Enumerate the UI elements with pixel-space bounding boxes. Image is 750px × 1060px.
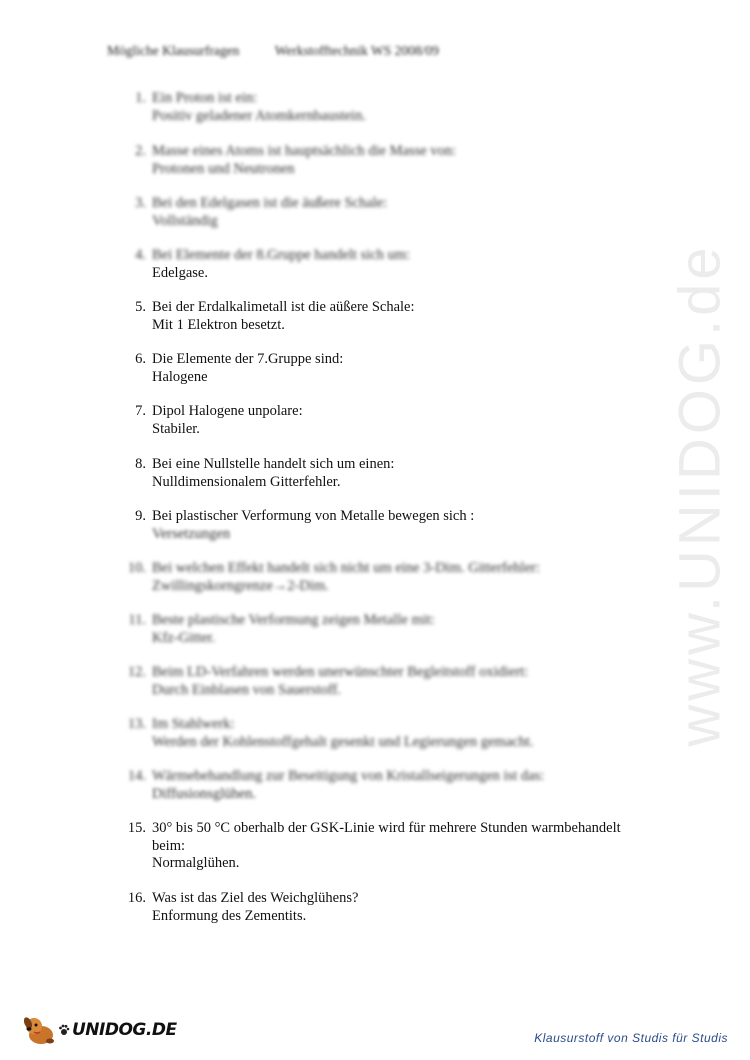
question-text: Die Elemente der 7.Gruppe sind:: [152, 351, 344, 367]
page-header: [107, 43, 439, 59]
question-number: 11.: [128, 612, 146, 628]
answer-text: Edelgase.: [152, 264, 208, 281]
watermark: www.UNIDOG.de: [667, 243, 733, 747]
unidog-logo: [22, 1013, 177, 1047]
question-number: 3.: [135, 195, 146, 211]
answer-text: Halogene: [152, 368, 208, 385]
paw-icon: [58, 1024, 70, 1036]
footer-tagline: Klausurstoff von Studis für Studis: [534, 1031, 728, 1045]
question-number: 8.: [135, 456, 146, 472]
question-number: 14.: [127, 768, 146, 784]
answer-text: Protonen und Neutronen: [152, 160, 295, 177]
question-text: Dipol Halogene unpolare:: [152, 403, 303, 419]
question-text: Bei der Erdalkalimetall ist die aüßere Schale:: [152, 299, 415, 315]
question-text: Masse eines Atoms ist hauptsächlich die Masse von:: [152, 143, 457, 159]
answer-text: Diffusionsglühen.: [152, 785, 257, 802]
question-number: 7.: [135, 403, 146, 419]
header-title: Mögliche Klausurfragen: [107, 43, 240, 58]
question-number: 4.: [135, 247, 146, 263]
logo-text: UNIDOG.DE: [72, 1020, 177, 1040]
answer-text: Enformung des Zementits.: [152, 907, 307, 924]
question-number: 10.: [127, 560, 146, 576]
answer-text: Durch Einblasen von Sauerstoff.: [152, 681, 341, 698]
question-number: 16.: [127, 890, 146, 906]
question-number: 13.: [127, 716, 146, 732]
answer-text: Positiv geladener Atomkernbaustein.: [152, 107, 366, 124]
question-text: Beim LD-Verfahren werden unerwünschter Begleitstoff oxidiert:: [152, 664, 529, 680]
question-text: Ein Proton ist ein:: [152, 90, 258, 106]
question-number: 15.: [127, 820, 146, 836]
question-number: 6.: [135, 351, 146, 367]
answer-text: Mit 1 Elektron besetzt.: [152, 316, 285, 333]
question-text: Wärmebehandlung zur Beseitigung von Kristallseigerungen ist das:: [152, 768, 545, 784]
question-number: 12.: [127, 664, 146, 680]
question-text: Bei plastischer Verformung von Metalle bewegen sich :: [152, 508, 475, 524]
answer-text: Werden der Kohlenstoffgehalt gesenkt und Legierungen gemacht.: [152, 733, 534, 750]
answer-text: Stabiler.: [152, 420, 200, 437]
question-number: 1.: [135, 90, 146, 106]
answer-text: Zwillingskorngrenze→2-Dim.: [152, 577, 329, 594]
answer-text: Versetzungen: [152, 525, 231, 542]
question-text: Im Stahlwerk:: [152, 716, 235, 732]
question-text: Bei den Edelgasen ist die äußere Schale:: [152, 195, 388, 211]
question-text: Beste plastische Verformung zeigen Metalle mit:: [152, 612, 435, 628]
dog-mascot-icon: [22, 1013, 58, 1047]
answer-text: Normalglühen.: [152, 855, 240, 871]
question-number: 2.: [135, 143, 146, 159]
question-text: Was ist das Ziel des Weichglühens?: [152, 890, 359, 906]
question-text: Bei welchen Effekt handelt sich nicht um eine 3-Dim. Gitterfehler:: [152, 560, 540, 576]
question-number: 5.: [135, 299, 146, 315]
question-text: Bei Elemente der 8.Gruppe handelt sich um:: [152, 247, 411, 263]
question-number: 9.: [135, 508, 146, 524]
answer-text: Nulldimensionalem Gitterfehler.: [152, 473, 341, 490]
question-text: 30° bis 50 °C oberhalb der GSK-Linie wird für mehrere Stunden warmbehandelt beim:: [152, 820, 621, 854]
question-text: Bei eine Nullstelle handelt sich um einen:: [152, 456, 395, 472]
answer-text: Kfz-Gitter.: [152, 629, 216, 646]
header-course: Werkstofftechnik WS 2008/09: [274, 43, 439, 58]
answer-text: Vollständig: [152, 212, 218, 229]
